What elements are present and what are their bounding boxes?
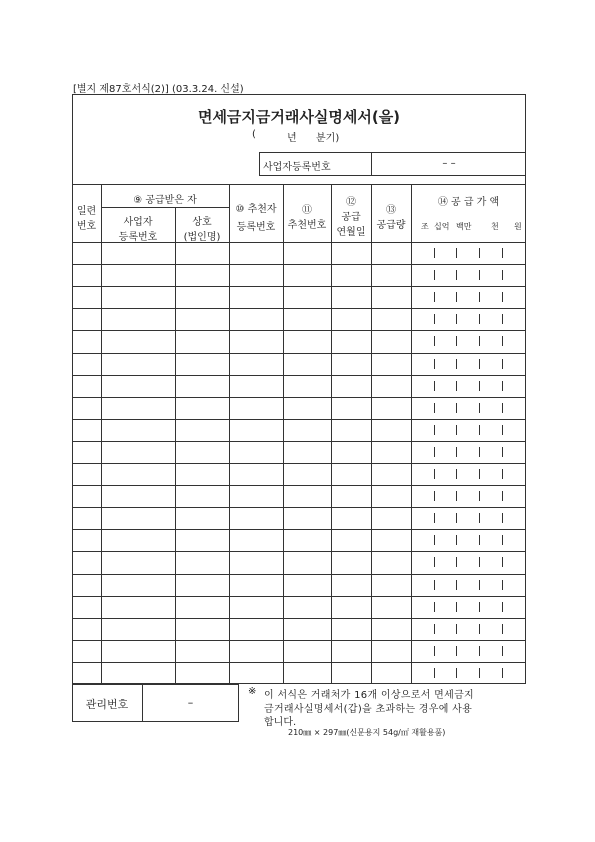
amount-unit-mark — [502, 359, 503, 369]
row-divider — [72, 485, 526, 486]
col-recipient: ⑨ 공급받은 자 — [133, 195, 197, 206]
col-recommender-2: 등록번호 — [236, 222, 276, 233]
row-divider — [72, 330, 526, 331]
col-biz-no-2: 등록번호 — [118, 232, 158, 243]
amount-unit-mark — [479, 336, 480, 346]
col-supply-date-circle: ⑫ — [346, 197, 356, 208]
amount-unit-mark — [479, 403, 480, 413]
amount-unit-mark — [502, 513, 503, 523]
col-serial-1: 일련 — [76, 206, 97, 217]
amount-unit-mark — [479, 359, 480, 369]
amount-unit-mark — [434, 491, 435, 501]
amount-unit-mark — [502, 403, 503, 413]
amount-unit-mark — [479, 646, 480, 656]
table-row[interactable] — [72, 353, 526, 375]
amount-unit-mark — [502, 425, 503, 435]
row-divider — [72, 640, 526, 641]
unit-jo: 조 — [421, 222, 429, 231]
table-row[interactable] — [72, 574, 526, 596]
amount-unit-mark — [502, 557, 503, 567]
amount-unit-mark — [434, 646, 435, 656]
amount-unit-mark — [502, 602, 503, 612]
col-biz-no-1: 사업자 — [123, 217, 153, 228]
table-row[interactable] — [72, 330, 526, 352]
row-divider — [72, 463, 526, 464]
unit-cheon: 천 — [491, 222, 499, 231]
amount-unit-mark — [456, 535, 457, 545]
amount-unit-mark — [456, 668, 457, 678]
amount-unit-mark — [502, 646, 503, 656]
amount-unit-mark — [502, 535, 503, 545]
table-row[interactable] — [72, 551, 526, 573]
form-title: 면세금지금거래사실명세서(을) — [197, 108, 401, 126]
unit-sibeok: 십억 — [434, 222, 450, 231]
form-number: [별지 제87호서식(2)] (03.3.24. 신설) — [73, 84, 244, 95]
amount-unit-mark — [479, 314, 480, 324]
table-row[interactable] — [72, 242, 526, 264]
amount-unit-mark — [502, 491, 503, 501]
amount-unit-mark — [502, 336, 503, 346]
amount-unit-mark — [502, 668, 503, 678]
col-amount: ⑭ 공 급 가 액 — [437, 197, 500, 208]
table-row[interactable] — [72, 507, 526, 529]
amount-unit-mark — [479, 270, 480, 280]
amount-unit-mark — [434, 336, 435, 346]
amount-unit-mark — [456, 381, 457, 391]
amount-unit-mark — [502, 292, 503, 302]
table-row[interactable] — [72, 662, 526, 684]
table-row[interactable] — [72, 397, 526, 419]
col-supply-date-2: 연월일 — [336, 227, 366, 238]
amount-unit-mark — [456, 292, 457, 302]
row-divider — [72, 662, 526, 663]
amount-unit-mark — [434, 425, 435, 435]
table-row[interactable] — [72, 419, 526, 441]
col-rec-no: 추천번호 — [287, 220, 327, 231]
col-rec-no-circle: ⑪ — [302, 205, 312, 216]
col-supply-date-1: 공급 — [341, 212, 361, 223]
amount-unit-mark — [456, 248, 457, 258]
amount-unit-mark — [456, 646, 457, 656]
amount-unit-mark — [456, 270, 457, 280]
period-year: 년 — [287, 133, 297, 144]
amount-unit-mark — [479, 381, 480, 391]
amount-unit-mark — [456, 314, 457, 324]
row-divider — [72, 397, 526, 398]
row-divider — [72, 419, 526, 420]
note-line-1: 이 서식은 거래처가 16개 이상으로서 면세금지 — [264, 690, 474, 701]
amount-unit-mark — [502, 580, 503, 590]
amount-unit-mark — [479, 491, 480, 501]
amount-unit-mark — [456, 359, 457, 369]
amount-unit-mark — [456, 491, 457, 501]
row-divider — [72, 353, 526, 354]
amount-unit-mark — [502, 381, 503, 391]
col-qty-circle: ⑬ — [386, 205, 396, 216]
amount-unit-mark — [434, 580, 435, 590]
unit-won: 원 — [514, 222, 522, 231]
amount-unit-mark — [479, 624, 480, 634]
row-divider — [72, 375, 526, 376]
col-recommender-1: ⑩ 추천자 — [235, 204, 277, 215]
amount-unit-mark — [502, 624, 503, 634]
note-line-3: 합니다. — [264, 717, 297, 728]
amount-unit-mark — [456, 336, 457, 346]
amount-unit-mark — [479, 513, 480, 523]
management-label: 관리번호 — [85, 698, 129, 711]
row-divider — [72, 529, 526, 530]
amount-unit-mark — [479, 535, 480, 545]
amount-unit-mark — [434, 668, 435, 678]
amount-unit-mark — [434, 469, 435, 479]
management-value[interactable]: – — [187, 696, 194, 709]
amount-unit-mark — [479, 580, 480, 590]
row-divider — [72, 286, 526, 287]
amount-unit-mark — [434, 624, 435, 634]
amount-unit-mark — [456, 580, 457, 590]
amount-unit-mark — [434, 513, 435, 523]
row-divider — [72, 551, 526, 552]
table-row[interactable] — [72, 463, 526, 485]
amount-unit-mark — [456, 447, 457, 457]
amount-unit-mark — [434, 314, 435, 324]
amount-unit-mark — [479, 248, 480, 258]
amount-unit-mark — [456, 602, 457, 612]
table-row[interactable] — [72, 485, 526, 507]
amount-unit-mark — [479, 447, 480, 457]
amount-unit-mark — [434, 557, 435, 567]
amount-unit-mark — [502, 270, 503, 280]
table-row[interactable] — [72, 264, 526, 286]
col-trade-name-1: 상호 — [192, 217, 212, 228]
unit-baekman: 백만 — [456, 222, 472, 231]
note-mark: ※ — [248, 686, 257, 697]
amount-unit-mark — [502, 314, 503, 324]
amount-unit-mark — [502, 248, 503, 258]
row-divider — [72, 574, 526, 575]
row-divider — [72, 618, 526, 619]
amount-unit-mark — [434, 359, 435, 369]
note-line-2: 금거래사실명세서(갑)을 초과하는 경우에 사용 — [264, 704, 473, 715]
amount-unit-mark — [456, 469, 457, 479]
amount-unit-mark — [434, 270, 435, 280]
amount-unit-mark — [456, 425, 457, 435]
table-row[interactable] — [72, 618, 526, 640]
paper-spec: 210㎜ × 297㎜(신문용지 54g/㎡ 재활용품) — [288, 728, 446, 737]
amount-unit-mark — [456, 557, 457, 567]
col-qty: 공급량 — [376, 220, 406, 231]
amount-unit-mark — [479, 469, 480, 479]
amount-unit-mark — [434, 403, 435, 413]
table-row[interactable] — [72, 529, 526, 551]
row-divider — [72, 441, 526, 442]
amount-unit-mark — [434, 292, 435, 302]
amount-unit-mark — [456, 624, 457, 634]
col-serial-2: 번호 — [76, 221, 97, 232]
table-row[interactable] — [72, 441, 526, 463]
row-divider — [72, 596, 526, 597]
amount-unit-mark — [479, 668, 480, 678]
amount-unit-mark — [434, 602, 435, 612]
table-row[interactable] — [72, 640, 526, 662]
amount-unit-mark — [434, 381, 435, 391]
period-open: ( — [252, 129, 256, 140]
amount-unit-mark — [479, 425, 480, 435]
table-row[interactable] — [72, 308, 526, 330]
amount-unit-mark — [434, 248, 435, 258]
amount-unit-mark — [434, 447, 435, 457]
table-row[interactable] — [72, 596, 526, 618]
amount-unit-mark — [434, 535, 435, 545]
business-reg-label: 사업자등록번호 — [263, 162, 331, 173]
amount-unit-mark — [456, 513, 457, 523]
table-row[interactable] — [72, 286, 526, 308]
business-reg-value[interactable]: – – — [442, 158, 456, 169]
period-quarter: 분기) — [316, 133, 340, 144]
amount-unit-mark — [502, 447, 503, 457]
row-divider — [72, 507, 526, 508]
amount-unit-mark — [456, 403, 457, 413]
amount-unit-mark — [502, 469, 503, 479]
row-divider — [72, 264, 526, 265]
amount-unit-mark — [479, 602, 480, 612]
amount-unit-mark — [479, 557, 480, 567]
amount-unit-mark — [479, 292, 480, 302]
col-trade-name-2: (법인명) — [183, 232, 221, 243]
row-divider — [72, 308, 526, 309]
table-row[interactable] — [72, 375, 526, 397]
